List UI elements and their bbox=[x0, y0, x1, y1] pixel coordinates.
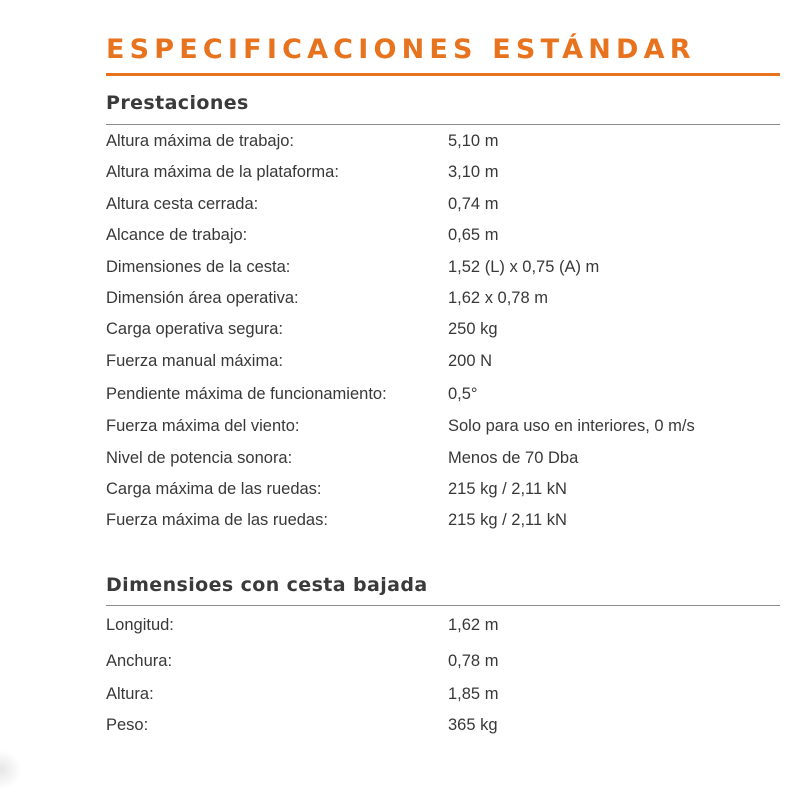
spec-label: Altura cesta cerrada: bbox=[106, 195, 259, 213]
spec-row-fuerza-maxima-viento bbox=[106, 413, 780, 439]
spec-row-fuerza-manual-maxima bbox=[106, 348, 780, 374]
spec-row-fuerza-maxima-ruedas bbox=[106, 507, 780, 533]
spec-label: Altura máxima de trabajo: bbox=[106, 132, 295, 150]
spec-row-nivel-potencia-sonora bbox=[106, 445, 780, 471]
spec-label: Peso: bbox=[106, 716, 149, 734]
spec-row-carga-operativa-segura bbox=[106, 316, 780, 342]
spec-row-dimension-area-operativa bbox=[106, 285, 780, 311]
spec-value: 0,5° bbox=[448, 385, 478, 403]
section-divider-prestaciones bbox=[106, 124, 780, 125]
spec-value: 5,10 m bbox=[448, 132, 499, 150]
spec-value: 1,62 x 0,78 m bbox=[448, 289, 548, 307]
spec-value: 3,10 m bbox=[448, 163, 499, 181]
spec-value: 200 N bbox=[448, 352, 493, 370]
spec-row-carga-maxima-ruedas bbox=[106, 476, 780, 502]
spec-label: Altura máxima de la plataforma: bbox=[106, 163, 339, 181]
spec-row-anchura bbox=[106, 648, 780, 674]
spec-value: Solo para uso en interiores, 0 m/s bbox=[448, 417, 695, 435]
spec-row-altura-maxima-plataforma bbox=[106, 159, 780, 185]
spec-row-alcance-trabajo bbox=[106, 222, 780, 248]
spec-label: Anchura: bbox=[106, 652, 173, 670]
spec-row-altura-cesta-cerrada bbox=[106, 191, 780, 217]
section-heading-prestaciones: Prestaciones bbox=[106, 92, 249, 114]
spec-value: 0,74 m bbox=[448, 195, 499, 213]
spec-label: Nivel de potencia sonora: bbox=[106, 449, 293, 467]
spec-value: 215 kg / 2,11 kN bbox=[448, 480, 567, 498]
spec-value: 0,65 m bbox=[448, 226, 499, 244]
spec-label: Fuerza máxima del viento: bbox=[106, 417, 300, 435]
spec-label: Altura: bbox=[106, 685, 154, 703]
title-divider bbox=[106, 73, 780, 76]
spec-row-altura bbox=[106, 681, 780, 707]
spec-row-dimensiones-cesta bbox=[106, 254, 780, 280]
spec-row-longitud bbox=[106, 612, 780, 638]
spec-row-peso bbox=[106, 712, 780, 738]
spec-row-altura-maxima-trabajo bbox=[106, 128, 780, 154]
spec-value: 365 kg bbox=[448, 716, 498, 734]
spec-label: Fuerza máxima de las ruedas: bbox=[106, 511, 328, 529]
page-edge-shadow bbox=[0, 750, 22, 790]
spec-row-pendiente-maxima bbox=[106, 381, 780, 407]
spec-label: Longitud: bbox=[106, 616, 174, 634]
spec-value: 0,78 m bbox=[448, 652, 499, 670]
spec-value: 1,62 m bbox=[448, 616, 499, 634]
spec-label: Carga operativa segura: bbox=[106, 320, 284, 338]
spec-label: Fuerza manual máxima: bbox=[106, 352, 283, 370]
spec-value: 215 kg / 2,11 kN bbox=[448, 511, 567, 529]
spec-value: 1,52 (L) x 0,75 (A) m bbox=[448, 258, 600, 276]
spec-label: Pendiente máxima de funcionamiento: bbox=[106, 385, 387, 403]
spec-label: Dimensión área operativa: bbox=[106, 289, 299, 307]
section-heading-dimensiones: Dimensioes con cesta bajada bbox=[106, 574, 428, 596]
spec-value: Menos de 70 Dba bbox=[448, 449, 579, 467]
spec-label: Carga máxima de las ruedas: bbox=[106, 480, 322, 498]
section-divider-dimensiones bbox=[106, 605, 780, 606]
spec-label: Dimensiones de la cesta: bbox=[106, 258, 291, 276]
page-title: ESPECIFICACIONES ESTÁNDAR bbox=[106, 34, 696, 65]
spec-value: 1,85 m bbox=[448, 685, 499, 703]
spec-value: 250 kg bbox=[448, 320, 498, 338]
spec-label: Alcance de trabajo: bbox=[106, 226, 248, 244]
